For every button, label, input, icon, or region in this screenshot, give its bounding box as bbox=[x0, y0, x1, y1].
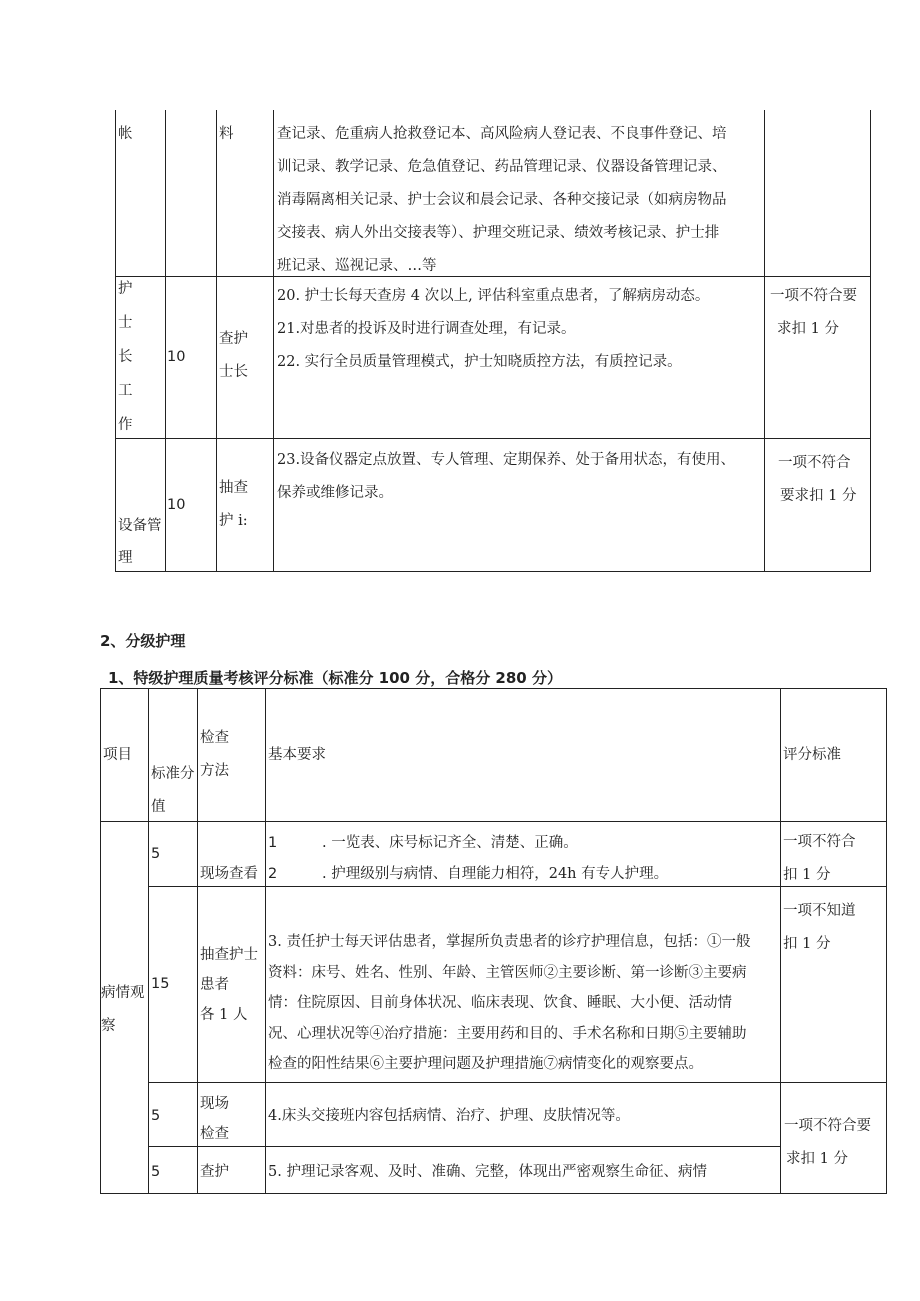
text-line: 求扣 1 分 bbox=[786, 1151, 848, 1167]
text-line: 护 i: bbox=[219, 513, 248, 529]
text-line: 士长 bbox=[219, 364, 248, 380]
text-char: 士 bbox=[118, 315, 133, 331]
text-line: 要求扣 1 分 bbox=[780, 488, 857, 504]
text-line: 一项不符合 bbox=[778, 455, 851, 471]
text-line: 患者 bbox=[200, 977, 229, 993]
text-line: 检查 bbox=[200, 1126, 229, 1142]
requirement-text: 5. 护理记录客观、及时、准确、完整，体现出严密观察生命征、病情 bbox=[268, 1164, 707, 1180]
text-line: 扣 1 分 bbox=[783, 867, 831, 883]
text-line: 资料：床号、姓名、性别、年龄、主管医师②主要诊断、第一诊断③主要病 bbox=[268, 964, 747, 981]
score-cell: 5 bbox=[151, 846, 161, 862]
text-line: 训记录、教学记录、危急值登记、药品管理记录、仪器设备管理记录、 bbox=[277, 159, 727, 175]
method-cell: 现场查看 bbox=[200, 866, 258, 882]
text-line: 求扣 1 分 bbox=[777, 321, 839, 337]
text-line: 一项不符合要 bbox=[784, 1118, 871, 1134]
header-item: 项目 bbox=[103, 747, 132, 763]
table-1-border bbox=[115, 110, 116, 572]
table-1-border bbox=[216, 110, 217, 572]
text-line: 况、心理状况等④治疗措施：主要用药和目的、手术名称和日期⑤主要辅助 bbox=[268, 1025, 747, 1042]
requirement-text: 4.床头交接班内容包括病情、治疗、护理、皮肤情况等。 bbox=[268, 1108, 630, 1124]
header-score bbox=[151, 758, 195, 824]
requirements-cell bbox=[277, 280, 709, 379]
standard-cell bbox=[770, 280, 857, 346]
table-1-border bbox=[115, 571, 871, 572]
text-line: 3. 责任护士每天评估患者，掌握所负责患者的诊疗护理信息，包括：①一般 bbox=[268, 934, 751, 950]
table-2-border bbox=[886, 688, 887, 1193]
text-line: 现场 bbox=[200, 1096, 229, 1112]
standard-cell bbox=[778, 447, 857, 513]
item-number: 1 bbox=[268, 835, 278, 851]
item-cell bbox=[118, 510, 162, 574]
table-1-border bbox=[273, 110, 274, 572]
table-2-border bbox=[148, 1146, 780, 1147]
method-cell bbox=[219, 472, 248, 538]
text-line: 抽查 bbox=[219, 480, 248, 496]
score-cell: 10 bbox=[167, 497, 186, 513]
text-line: 保养或维修记录。 bbox=[277, 485, 393, 501]
table-1-border bbox=[165, 110, 166, 572]
requirement-text: . 护理级别与病情、自理能力相符，24h 有专人护理。 bbox=[322, 866, 669, 882]
text-line: 扣 1 分 bbox=[783, 936, 831, 952]
text-line: 班记录、巡视记录、…等 bbox=[277, 258, 437, 274]
text-line: 情：住院原因、目前身体状况、临床表现、饮食、睡眠、大小便、活动情 bbox=[268, 995, 732, 1011]
sub-heading: 1、特级护理质量考核评分标准（标准分 100 分，合格分 280 分） bbox=[108, 669, 562, 687]
table-1-border bbox=[115, 438, 871, 439]
text-line: 交接表、病人外出交接表等）、护理交班记录、绩效考核记录、护士排 bbox=[277, 225, 720, 241]
table-2-border bbox=[100, 1193, 887, 1194]
header-requirements: 基本要求 bbox=[268, 747, 326, 763]
text-line: 一项不符合 bbox=[783, 834, 856, 850]
text-line: 抽查护士 bbox=[200, 947, 258, 963]
text-line: 消毒隔离相关记录、护士会议和晨会记录、各种交接记录（如病房物品 bbox=[277, 192, 727, 208]
method-cell bbox=[200, 1089, 229, 1149]
table-2-border bbox=[148, 1082, 887, 1083]
score-cell: 5 bbox=[151, 1108, 161, 1124]
method-cell: 查护 bbox=[200, 1164, 229, 1180]
item-cell-vertical bbox=[118, 272, 133, 442]
text-line: 值 bbox=[151, 799, 166, 815]
table-2-border bbox=[780, 688, 781, 1193]
table-2-border bbox=[265, 688, 266, 1193]
requirement-text: . 一览表、床号标记齐全、清楚、正确。 bbox=[322, 835, 578, 851]
header-standard: 评分标准 bbox=[783, 747, 841, 763]
text-line: 检查的阳性结果⑥主要护理问题及护理措施⑦病情变化的观察要点。 bbox=[268, 1056, 703, 1072]
text-line: 一项不知道 bbox=[783, 903, 856, 919]
text-line: 设备管 bbox=[118, 518, 162, 534]
text-line: 方法 bbox=[200, 763, 229, 779]
text-line: 22. 实行全员质量管理模式，护士知晓质控方法，有质控记录。 bbox=[277, 354, 682, 370]
table-2-border bbox=[197, 688, 198, 1193]
text-line: 检查 bbox=[200, 730, 229, 746]
header-method bbox=[200, 722, 229, 788]
requirements-cell bbox=[277, 118, 727, 283]
text-line: 20. 护士长每天查房 4 次以上, 评估科室重点患者，了解病房动态。 bbox=[277, 288, 710, 304]
item-number: 2 bbox=[268, 866, 278, 882]
table-1-border bbox=[870, 110, 871, 572]
text-char: 工 bbox=[118, 383, 133, 399]
table-2-border bbox=[100, 821, 887, 822]
table-2-border bbox=[100, 688, 101, 1193]
text-line: 23.设备仪器定点放置、专人管理、定期保养、处于备用状态，有使用、 bbox=[277, 452, 736, 468]
text-line: 察 bbox=[101, 1018, 116, 1034]
score-cell: 10 bbox=[167, 349, 186, 365]
standard-cell bbox=[783, 895, 856, 961]
table-2-border bbox=[100, 688, 887, 689]
category-cell bbox=[101, 977, 145, 1043]
text-char: 作 bbox=[118, 417, 133, 433]
score-cell: 5 bbox=[151, 1164, 161, 1180]
text-line: 一项不符合要 bbox=[770, 288, 857, 304]
score-cell: 15 bbox=[151, 976, 170, 992]
section-heading: 2、分级护理 bbox=[100, 632, 186, 650]
requirements-cell bbox=[277, 444, 735, 510]
text-line: 病情观 bbox=[101, 985, 145, 1001]
text-line: 理 bbox=[118, 550, 133, 566]
table-1-border bbox=[764, 110, 765, 572]
requirements-cell bbox=[268, 927, 750, 1080]
standard-cell bbox=[783, 826, 856, 892]
item-cell: 帐 bbox=[118, 126, 133, 142]
text-line: 各 1 人 bbox=[200, 1007, 248, 1023]
table-2-border bbox=[148, 688, 149, 1193]
text-line: 标准分 bbox=[151, 766, 195, 782]
method-cell bbox=[219, 323, 248, 389]
text-line: 查护 bbox=[219, 331, 248, 347]
standard-cell bbox=[784, 1110, 871, 1176]
text-line: 21.对患者的投诉及时进行调查处理，有记录。 bbox=[277, 321, 576, 337]
method-cell: 料 bbox=[219, 126, 234, 142]
method-cell bbox=[200, 940, 258, 1030]
text-char: 护 bbox=[118, 281, 133, 297]
text-char: 长 bbox=[118, 349, 133, 365]
text-line: 查记录、危重病人抢救登记本、高风险病人登记表、不良事件登记、培 bbox=[277, 126, 727, 142]
